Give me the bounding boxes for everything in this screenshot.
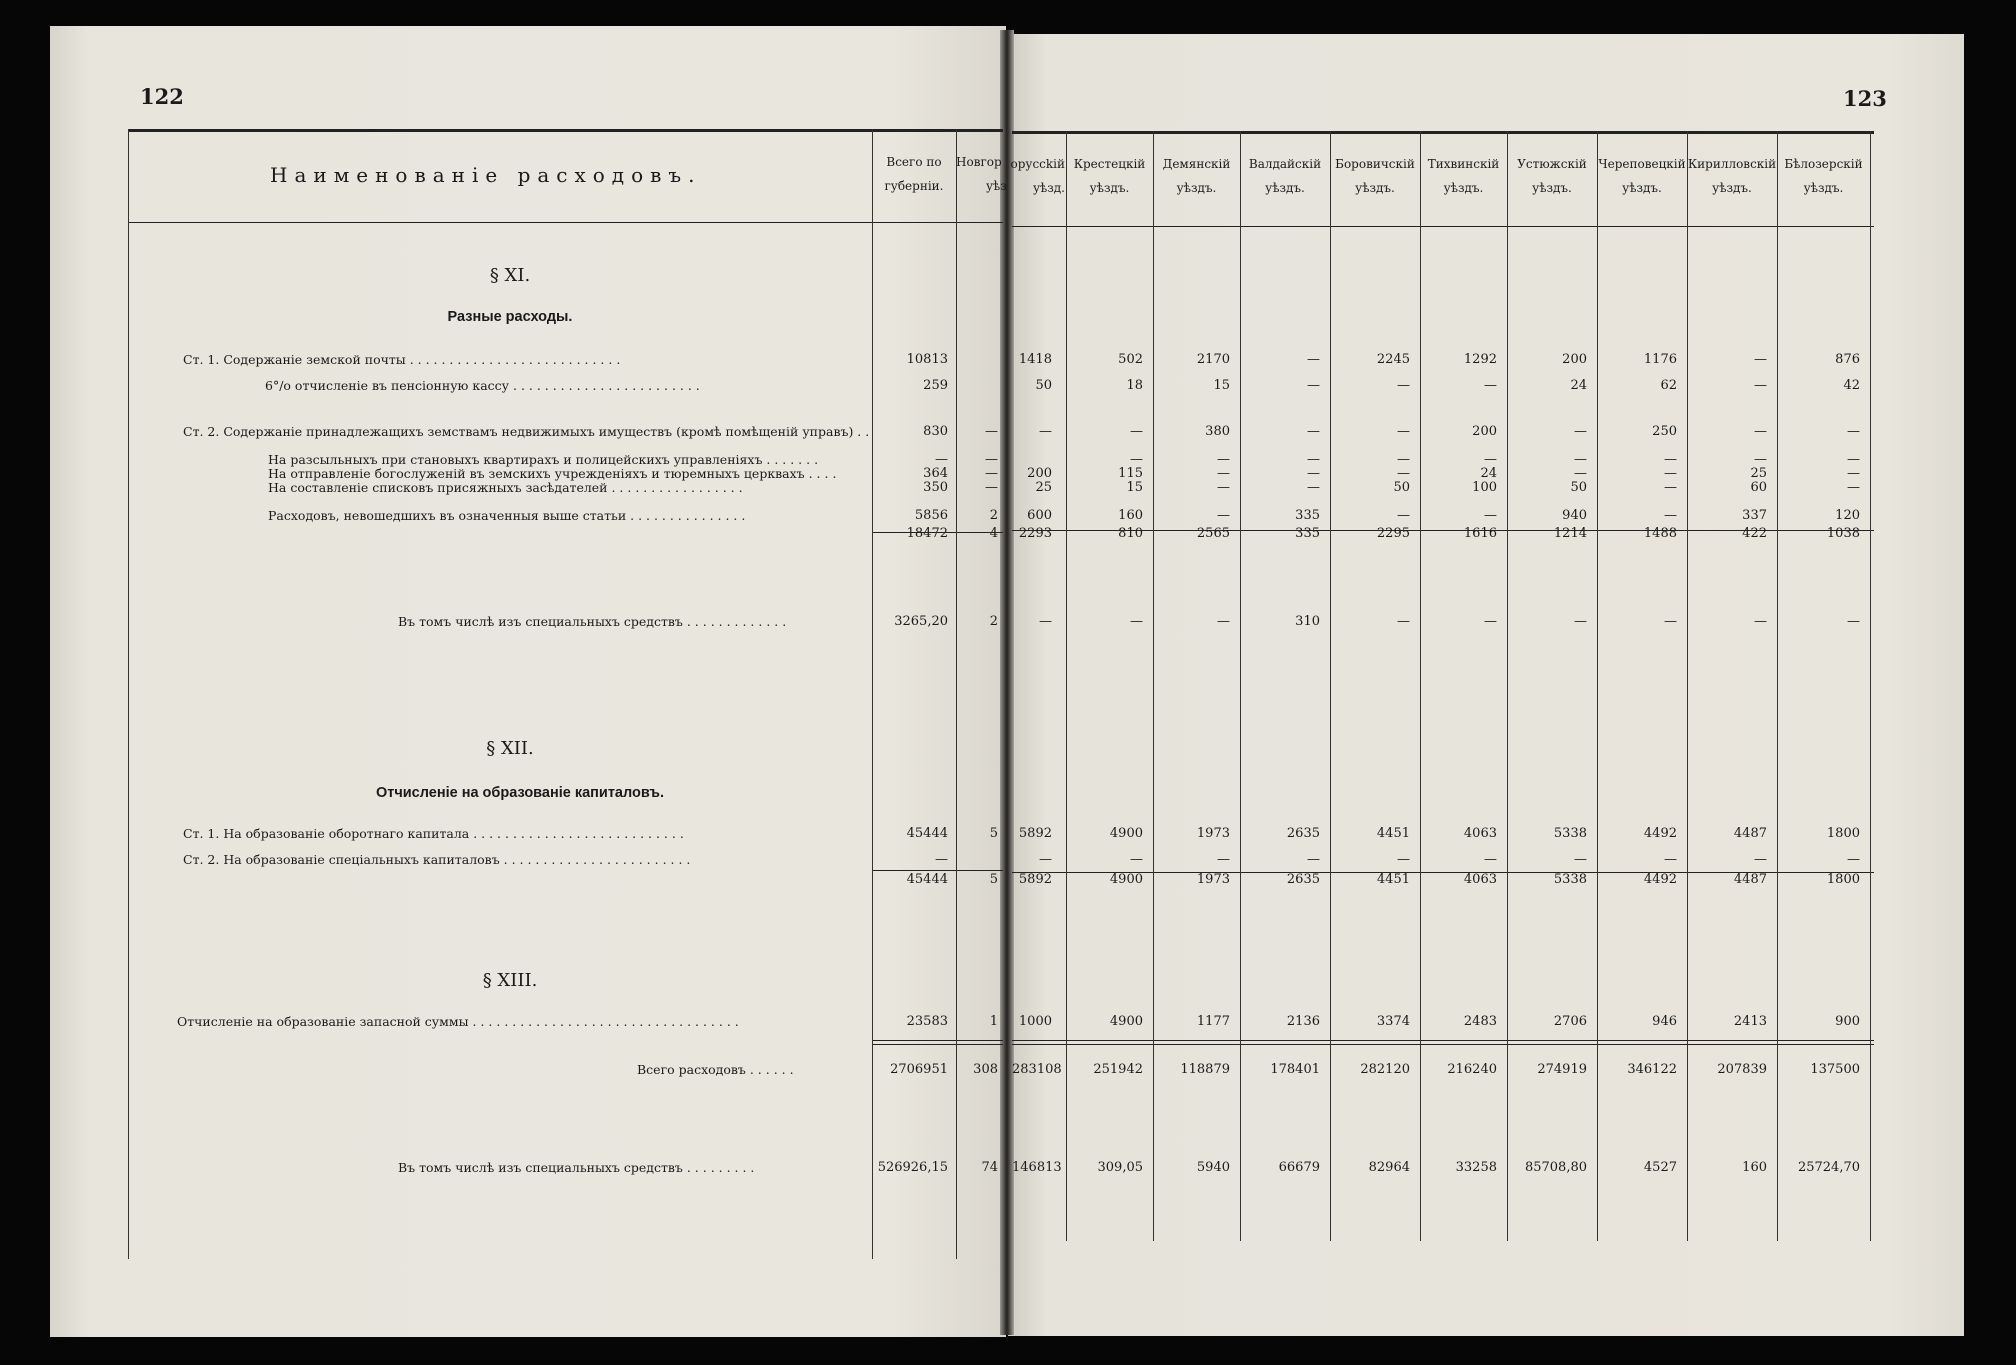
cell-total: 526926,15	[877, 1160, 948, 1175]
cell-district: —	[1847, 614, 1860, 629]
section-13-mark: § XIII.	[482, 970, 538, 991]
header-district-line: Крестецкій	[1073, 157, 1146, 171]
cell-district: 25	[1750, 466, 1767, 481]
header-district-line: Кирилловскій	[1687, 157, 1777, 171]
cell-right-cut: —	[1039, 424, 1052, 439]
cell-district: 309,05	[1097, 1160, 1143, 1175]
cell-district: —	[1574, 466, 1587, 481]
cell-district: 82964	[1368, 1160, 1410, 1175]
cell-district: —	[1307, 378, 1320, 393]
cell-district: 1177	[1196, 1014, 1230, 1029]
cell-district: —	[1847, 452, 1860, 467]
cell-district: 4900	[1109, 872, 1143, 887]
cell-district: —	[1754, 852, 1767, 867]
cell-district: 2413	[1733, 1014, 1767, 1029]
cell-district: 5940	[1196, 1160, 1230, 1175]
row-label: Всего расходовъ . . . . . .	[637, 1062, 794, 1077]
cell-district: —	[1754, 352, 1767, 367]
table-top-rule-right	[1012, 131, 1874, 134]
cell-district: 25724,70	[1797, 1160, 1860, 1175]
cell-district: —	[1484, 378, 1497, 393]
cell-right-cut: 146813	[1012, 1160, 1062, 1175]
cell-district: —	[1307, 352, 1320, 367]
cell-right-cut: 200	[1027, 466, 1052, 481]
cell-left-cut: —	[985, 480, 998, 495]
cell-district: —	[1130, 424, 1143, 439]
cell-district: 160	[1742, 1160, 1767, 1175]
cell-district: —	[1397, 508, 1410, 523]
cell-total: 5856	[914, 508, 948, 523]
section-12-mark: § XII.	[486, 738, 534, 759]
cell-district: 18	[1126, 378, 1143, 393]
header-district	[1777, 152, 1870, 200]
cell-district: —	[1307, 480, 1320, 495]
row-label: Ст. 1. Содержаніе земской почты . . . . . . . . . . . . . . . . . . . . . . . . . . .	[183, 352, 621, 367]
cell-total: 364	[923, 466, 948, 481]
cell-district: 1292	[1463, 352, 1497, 367]
cell-right-cut: 1000	[1018, 1014, 1052, 1029]
cell-district: —	[1217, 466, 1230, 481]
cell-left-cut: —	[985, 424, 998, 439]
cell-district: —	[1397, 378, 1410, 393]
cell-district: —	[1664, 480, 1677, 495]
cell-total: 350	[923, 480, 948, 495]
cell-district: 4900	[1109, 826, 1143, 841]
cell-district: 4487	[1733, 872, 1767, 887]
cell-district: 337	[1742, 508, 1767, 523]
row-label: 6°/о отчисленіе въ пенсіонную кассу . . . . . . . . . . . . . . . . . . . . . . . .	[265, 378, 700, 393]
capital-rule-left	[872, 870, 1003, 871]
cell-right-cut: —	[1039, 614, 1052, 629]
cell-total: 18472	[906, 526, 948, 541]
cell-district: —	[1397, 852, 1410, 867]
cell-district: —	[1484, 614, 1497, 629]
header-district-line: уѣздъ.	[1532, 181, 1572, 195]
right-page	[1008, 34, 1964, 1336]
cell-district: 250	[1652, 424, 1677, 439]
cell-district: —	[1397, 466, 1410, 481]
cell-district: 137500	[1810, 1062, 1860, 1077]
cell-district: 876	[1835, 352, 1860, 367]
cell-district: —	[1574, 614, 1587, 629]
cell-district: 2170	[1196, 352, 1230, 367]
cell-district: —	[1484, 452, 1497, 467]
cell-total: 45444	[906, 826, 948, 841]
cell-district: 380	[1205, 424, 1230, 439]
cell-district: 200	[1562, 352, 1587, 367]
cell-district: 251942	[1093, 1062, 1143, 1077]
cell-district: 810	[1118, 526, 1143, 541]
header-total: Всего по губерніи.	[884, 155, 944, 193]
section-12-title: Отчисленіе на образованіе капиталовъ.	[375, 785, 665, 801]
cell-district: 118879	[1180, 1062, 1230, 1077]
header-district	[1153, 152, 1240, 200]
cell-district: 946	[1652, 1014, 1677, 1029]
cell-total: 3265,20	[894, 614, 948, 629]
header-district-line: Бѣлозерскій	[1784, 157, 1863, 171]
cell-left-cut: —	[985, 466, 998, 481]
total-rule-right-b	[1012, 1044, 1874, 1045]
cell-district: 900	[1835, 1014, 1860, 1029]
cell-right-cut: 2293	[1018, 526, 1052, 541]
cell-district: 1973	[1196, 872, 1230, 887]
header-district	[1420, 152, 1507, 200]
cell-district: —	[1754, 424, 1767, 439]
row-label: Въ томъ числѣ изъ специальныхъ средствъ . . . . . . . . . . . . .	[398, 614, 787, 629]
cell-left-cut: —	[985, 452, 998, 467]
header-district-line: уѣздъ.	[1622, 181, 1662, 195]
cell-district: 160	[1118, 508, 1143, 523]
cell-district: 120	[1835, 508, 1860, 523]
cell-total: 23583	[906, 1014, 948, 1029]
cell-total: —	[935, 852, 948, 867]
cell-district: 2295	[1376, 526, 1410, 541]
header-district-line: Демянскій	[1162, 157, 1231, 171]
cell-district: 200	[1472, 424, 1497, 439]
cell-district: —	[1847, 480, 1860, 495]
cell-district: 1800	[1826, 872, 1860, 887]
cell-district: 5338	[1553, 826, 1587, 841]
cell-district: 940	[1562, 508, 1587, 523]
cell-district: —	[1397, 614, 1410, 629]
cell-district: —	[1307, 852, 1320, 867]
cell-district: —	[1307, 466, 1320, 481]
cell-district: 282120	[1360, 1062, 1410, 1077]
cell-district: 85708,80	[1524, 1160, 1587, 1175]
cell-district: —	[1307, 424, 1320, 439]
cell-district: —	[1847, 466, 1860, 481]
cell-district: 1973	[1196, 826, 1230, 841]
cell-right-cut: 1418	[1018, 352, 1052, 367]
cell-district: 2706	[1553, 1014, 1587, 1029]
header-district-line: уѣздъ.	[1176, 181, 1217, 195]
cell-district: —	[1847, 852, 1860, 867]
cell-district: —	[1130, 852, 1143, 867]
cell-district: 1214	[1553, 526, 1587, 541]
cell-total: 10813	[906, 352, 948, 367]
cell-district: —	[1754, 452, 1767, 467]
cell-left-cut: 74	[981, 1160, 998, 1175]
cell-district: 66679	[1278, 1160, 1320, 1175]
cell-left-cut: 4	[989, 526, 998, 541]
header-district	[1597, 152, 1687, 200]
cell-district: 2565	[1196, 526, 1230, 541]
cell-district: 1488	[1643, 526, 1677, 541]
header-district-line: Устюжскій	[1517, 157, 1587, 171]
cell-district: 4492	[1643, 826, 1677, 841]
cell-district: 115	[1118, 466, 1143, 481]
cell-district: —	[1217, 452, 1230, 467]
total-rule-left-a	[872, 1040, 1003, 1041]
cell-total: 45444	[906, 872, 948, 887]
cell-district: —	[1754, 378, 1767, 393]
cell-district: 2635	[1286, 826, 1320, 841]
row-label: Отчисленіе на образованіе запасной суммы . . . . . . . . . . . . . . . . . . . . . . . . . . . . . . . . . .	[177, 1014, 739, 1029]
cell-district: 100	[1472, 480, 1497, 495]
cell-district: —	[1664, 614, 1677, 629]
cell-right-cut: —	[1039, 852, 1052, 867]
cell-district: 24	[1570, 378, 1587, 393]
cell-district: 50	[1570, 480, 1587, 495]
cell-district: —	[1217, 852, 1230, 867]
cell-district: 15	[1213, 378, 1230, 393]
col-divider-left-cut	[956, 129, 957, 1259]
col-divider-total	[872, 129, 873, 1259]
cell-left-cut: 2	[989, 614, 998, 629]
cell-total: —	[935, 452, 948, 467]
cell-right-cut: 5892	[1018, 826, 1052, 841]
header-district-line: уѣздъ.	[1443, 181, 1484, 195]
header-district-line: Череповецкій	[1598, 157, 1686, 171]
cell-district: 4451	[1376, 872, 1410, 887]
cell-district: 2136	[1286, 1014, 1320, 1029]
cell-district: 62	[1660, 378, 1677, 393]
total-rule-left-b	[872, 1044, 1003, 1045]
row-label: На разсыльныхъ при становыхъ квартирахъ и полицейскихъ управленіяхъ . . . . . . .	[268, 452, 819, 467]
header-district-line: Валдайскій	[1248, 157, 1322, 171]
cell-district: 216240	[1447, 1062, 1497, 1077]
section-11-mark: § XI.	[489, 265, 531, 286]
cell-right-cut: 600	[1027, 508, 1052, 523]
cell-district: 15	[1126, 480, 1143, 495]
cell-district: —	[1664, 452, 1677, 467]
cell-district: 1176	[1643, 352, 1677, 367]
cell-district: 4527	[1643, 1160, 1677, 1175]
cell-district: 4492	[1643, 872, 1677, 887]
cell-district: —	[1574, 424, 1587, 439]
cell-right-cut: 50	[1035, 378, 1052, 393]
cell-district: 310	[1295, 614, 1320, 629]
cell-district: —	[1217, 614, 1230, 629]
header-district	[1507, 152, 1597, 200]
cell-left-cut: 5	[989, 872, 998, 887]
cell-district: —	[1217, 480, 1230, 495]
cell-district: —	[1664, 466, 1677, 481]
cell-district: 1616	[1463, 526, 1497, 541]
header-district-line: уѣздъ.	[1089, 181, 1130, 195]
header-bottom-rule-right	[1012, 226, 1874, 227]
cell-district: —	[1484, 508, 1497, 523]
cell-total: 2706951	[890, 1062, 948, 1077]
cell-district: 2483	[1463, 1014, 1497, 1029]
cell-district: —	[1664, 852, 1677, 867]
cell-district: 33258	[1455, 1160, 1497, 1175]
cell-district: —	[1754, 614, 1767, 629]
row-label: На составленіе списковъ присяжныхъ засѣдателей . . . . . . . . . . . . . . . . .	[268, 480, 743, 495]
cell-district: —	[1574, 452, 1587, 467]
col-divider-right-9	[1870, 131, 1871, 1241]
cell-district: 207839	[1717, 1062, 1767, 1077]
cell-district: 2245	[1376, 352, 1410, 367]
header-district	[1240, 152, 1330, 200]
header-district-line: Боровичскій	[1335, 157, 1415, 171]
cell-total: 830	[923, 424, 948, 439]
cell-left-cut: 2	[989, 508, 998, 523]
cell-district: —	[1574, 852, 1587, 867]
row-label: Ст. 2. Содержаніе принадлежащихъ земствамъ недвижимыхъ имуществъ (кромѣ помѣщеній управъ) . .	[183, 424, 870, 439]
cell-district: —	[1307, 452, 1320, 467]
cell-district: 24	[1480, 466, 1497, 481]
row-label: Въ томъ числѣ изъ специальныхъ средствъ . . . . . . . . .	[398, 1160, 755, 1175]
header-district	[1330, 152, 1420, 200]
cell-district: 3374	[1376, 1014, 1410, 1029]
cell-district: 4900	[1109, 1014, 1143, 1029]
cell-district: —	[1484, 852, 1497, 867]
cell-district: —	[1664, 508, 1677, 523]
row-label: Ст. 1. На образованіе оборотнаго капитала . . . . . . . . . . . . . . . . . . . . . . . . . . .	[183, 826, 684, 841]
header-district-line: уѣздъ.	[1803, 181, 1844, 195]
cell-district: 2635	[1286, 872, 1320, 887]
row-label: Расходовъ, невошедшихъ въ означенныя выше статьи . . . . . . . . . . . . . . .	[268, 508, 746, 523]
cell-district: 4487	[1733, 826, 1767, 841]
section-11-title: Разные расходы.	[447, 309, 573, 325]
header-district-line: уѣздъ.	[1712, 181, 1752, 195]
cell-district: 60	[1750, 480, 1767, 495]
right-page-number: 123	[1843, 86, 1887, 111]
header-district	[1687, 152, 1777, 200]
cell-district: —	[1397, 424, 1410, 439]
cell-left-cut: 308	[973, 1062, 998, 1077]
cell-district: 50	[1393, 480, 1410, 495]
cell-district: 4063	[1463, 826, 1497, 841]
cell-right-cut: 5892	[1018, 872, 1052, 887]
cell-district: 4451	[1376, 826, 1410, 841]
cell-left-cut: 5	[989, 826, 998, 841]
header-left-cut: Новгор уѣз	[956, 155, 1007, 193]
cell-district: 335	[1295, 526, 1320, 541]
cell-district: 346122	[1627, 1062, 1677, 1077]
header-district-line: уѣздъ.	[1265, 181, 1305, 195]
table-left-border	[128, 129, 129, 1259]
cell-district: —	[1847, 424, 1860, 439]
header-right-cut: оруссkій уѣзд.	[1010, 157, 1065, 195]
cell-district: 1038	[1826, 526, 1860, 541]
header-district-line: уѣздъ.	[1355, 181, 1395, 195]
cell-right-cut: 283108	[1012, 1062, 1062, 1077]
cell-district: —	[1397, 452, 1410, 467]
cell-district: 274919	[1537, 1062, 1587, 1077]
cell-district: 335	[1295, 508, 1320, 523]
header-district	[1066, 152, 1153, 200]
cell-district: 5338	[1553, 872, 1587, 887]
cell-district: 502	[1118, 352, 1143, 367]
header-district-line: Тихвинскій	[1427, 157, 1500, 171]
cell-district: 1800	[1826, 826, 1860, 841]
cell-district: 4063	[1463, 872, 1497, 887]
cell-total: 259	[923, 378, 948, 393]
cell-district: 422	[1742, 526, 1767, 541]
cell-district: 178401	[1270, 1062, 1320, 1077]
total-rule-right-a	[1012, 1040, 1874, 1041]
left-page-number: 122	[140, 84, 184, 109]
row-label: Ст. 2. На образованіе спеціальныхъ капиталовъ . . . . . . . . . . . . . . . . . . . . . . . .	[183, 852, 691, 867]
cell-district: —	[1130, 452, 1143, 467]
row-label: На отправленіе богослуженій въ земскихъ учрежденіяхъ и тюремныхъ церквахъ . . . .	[268, 466, 837, 481]
cell-left-cut: 1	[989, 1014, 998, 1029]
cell-right-cut: 25	[1035, 480, 1052, 495]
cell-district: —	[1217, 508, 1230, 523]
cell-district: —	[1130, 614, 1143, 629]
table-title: Наименованіе расходовъ.	[270, 163, 702, 187]
cell-district: 42	[1843, 378, 1860, 393]
